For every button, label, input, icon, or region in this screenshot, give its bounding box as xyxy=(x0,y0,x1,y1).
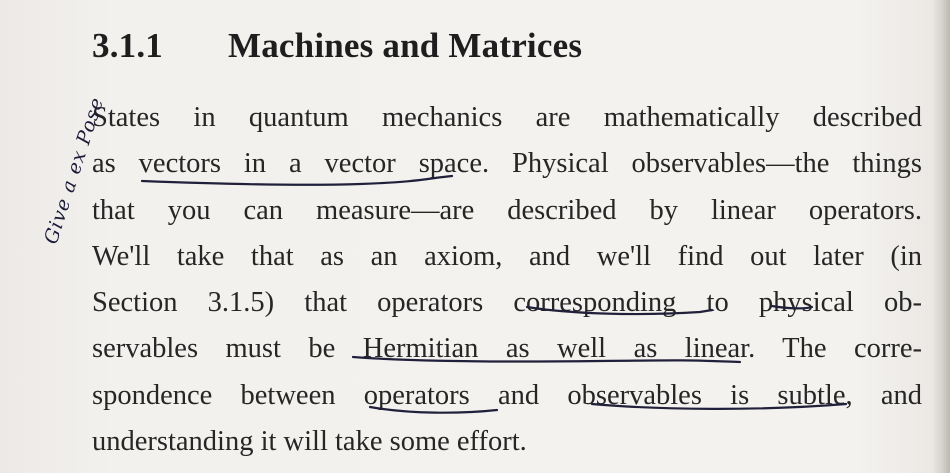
section-title: Machines and Matrices xyxy=(228,26,583,65)
paragraph-line: as vectors in a vector space. Physical observables—the things xyxy=(92,148,922,180)
paragraph-line: understanding it will take some effort. xyxy=(92,426,527,458)
section-number: 3.1.1 xyxy=(92,26,163,65)
body-paragraph xyxy=(92,95,922,465)
paragraph-line: that you can measure—are described by linear operators. xyxy=(92,194,922,226)
page-edge-shadow xyxy=(932,0,950,473)
section-heading xyxy=(92,26,582,66)
paragraph-line: spondence between operators and observables is subtle, and xyxy=(92,379,922,411)
paragraph-line: We'll take that as an axiom, and we'll find out later (in xyxy=(92,240,922,272)
paragraph-line: servables must be Hermitian as well as linear. The corre- xyxy=(92,333,922,365)
paragraph-line: States in quantum mechanics are mathematically described xyxy=(92,102,922,133)
paragraph-line: Section 3.1.5) that operators corresponding to physical ob- xyxy=(92,287,922,319)
handwritten-margin-note: Give a ex Pose xyxy=(40,94,109,247)
